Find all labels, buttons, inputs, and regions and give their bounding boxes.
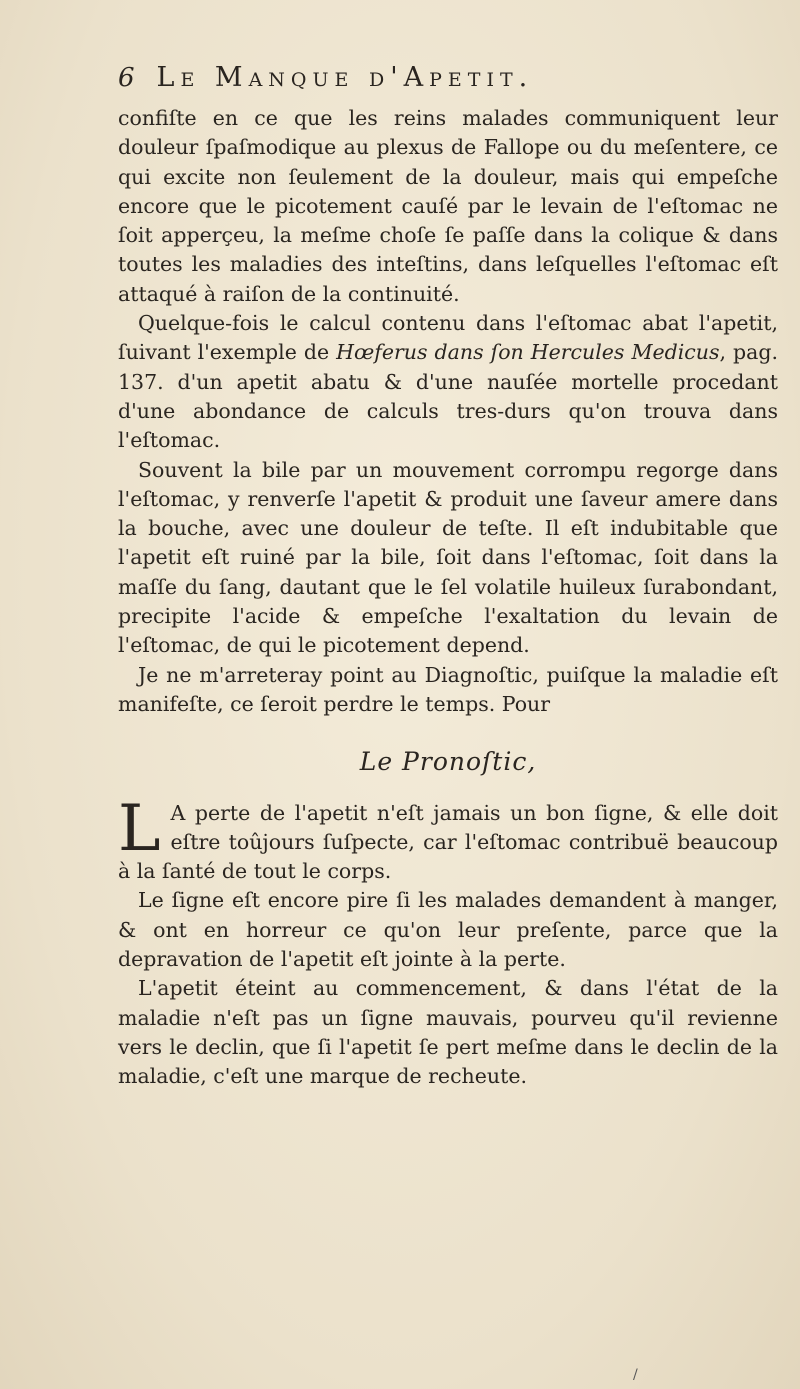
paragraph-6: Le ſigne eſt encore pire ſi les malades demandent à manger, & ont en horreur ce qu'on leur preſente, parce que la depravation de l'apetit eſt jointe à la perte. [118, 888, 778, 972]
book-page [118, 62, 778, 1092]
body-text [118, 104, 778, 1092]
paragraph-5-text: A perte de l'apetit n'eſt jamais un bon ſigne, & elle doit eſtre toûjours ſuſpecte, car l'eſtomac contribuë beaucoup à la ſanté de tout le corps. [118, 800, 778, 884]
paragraph-2-text-b: , pag. 137. d'un apetit abatu & d'une nauſée mortelle procedant d'une abondance de calculs tres-durs qu'on trouva dans l'eſtomac. [118, 340, 778, 453]
running-title: Le Manque d'Apetit. [156, 62, 534, 93]
section-title: Le Pronoſtic, [359, 747, 537, 777]
paragraph-7: L'apetit éteint au commencement, & dans l'état de la maladie n'eſt pas un ſigne mauvais, pourveu qu'il revienne vers le declin, que ſi l'apetit ſe pert meſme dans le declin de la maladie, c'eſt une marque de recheute. [118, 976, 778, 1089]
bottom-mark: / [633, 1367, 638, 1383]
page-number: 6 [118, 63, 135, 93]
paragraph-3: Souvent la bile par un mouvement corrompu regorge dans l'eſtomac, y renverſe l'apetit & produit une ſaveur amere dans la bouche, avec une douleur de teſte. Il eſt indubitable que l'apetit eſt ruiné par la bile, ſoit dans l'eſtomac, ſoit dans la maſſe du ſang, dautant que le ſel volatile huileux ſurabondant, precipite l'acide & empeſche l'exaltation du levain de l'eſtomac, de qui le picotement depend. [118, 457, 778, 658]
paragraph-4: Je ne m'arreteray point au Diagnoſtic, puiſque la maladie eſt manifeſte, ce ſeroit perdre le temps. Pour [118, 662, 778, 716]
paragraph-2-text-a: Quelque-fois le calcul contenu dans l'eſtomac abat l'apetit, ſuivant l'exemple de [118, 311, 778, 365]
paragraph-2 [118, 309, 778, 455]
paragraph-5 [118, 791, 778, 887]
running-head [118, 62, 778, 104]
citation: Hœferus dans ſon Hercules Medicus [336, 340, 720, 365]
drop-cap: L [118, 791, 161, 866]
paragraph-1: confiſte en ce que les reins malades communiquent leur douleur ſpaſmodique au plexus de Fallope ou du meſentere, ce qui excite non ſeulement de la douleur, mais qui empeſche encore que le picotement cauſé par le levain de l'eſtomac ne ſoit apperçeu, la meſme choſe ſe paſſe dans la colique & dans toutes les maladies des inteſtins, dans leſquelles l'eſtomac eſt attaqué à raiſon de la continuité. [118, 106, 778, 306]
